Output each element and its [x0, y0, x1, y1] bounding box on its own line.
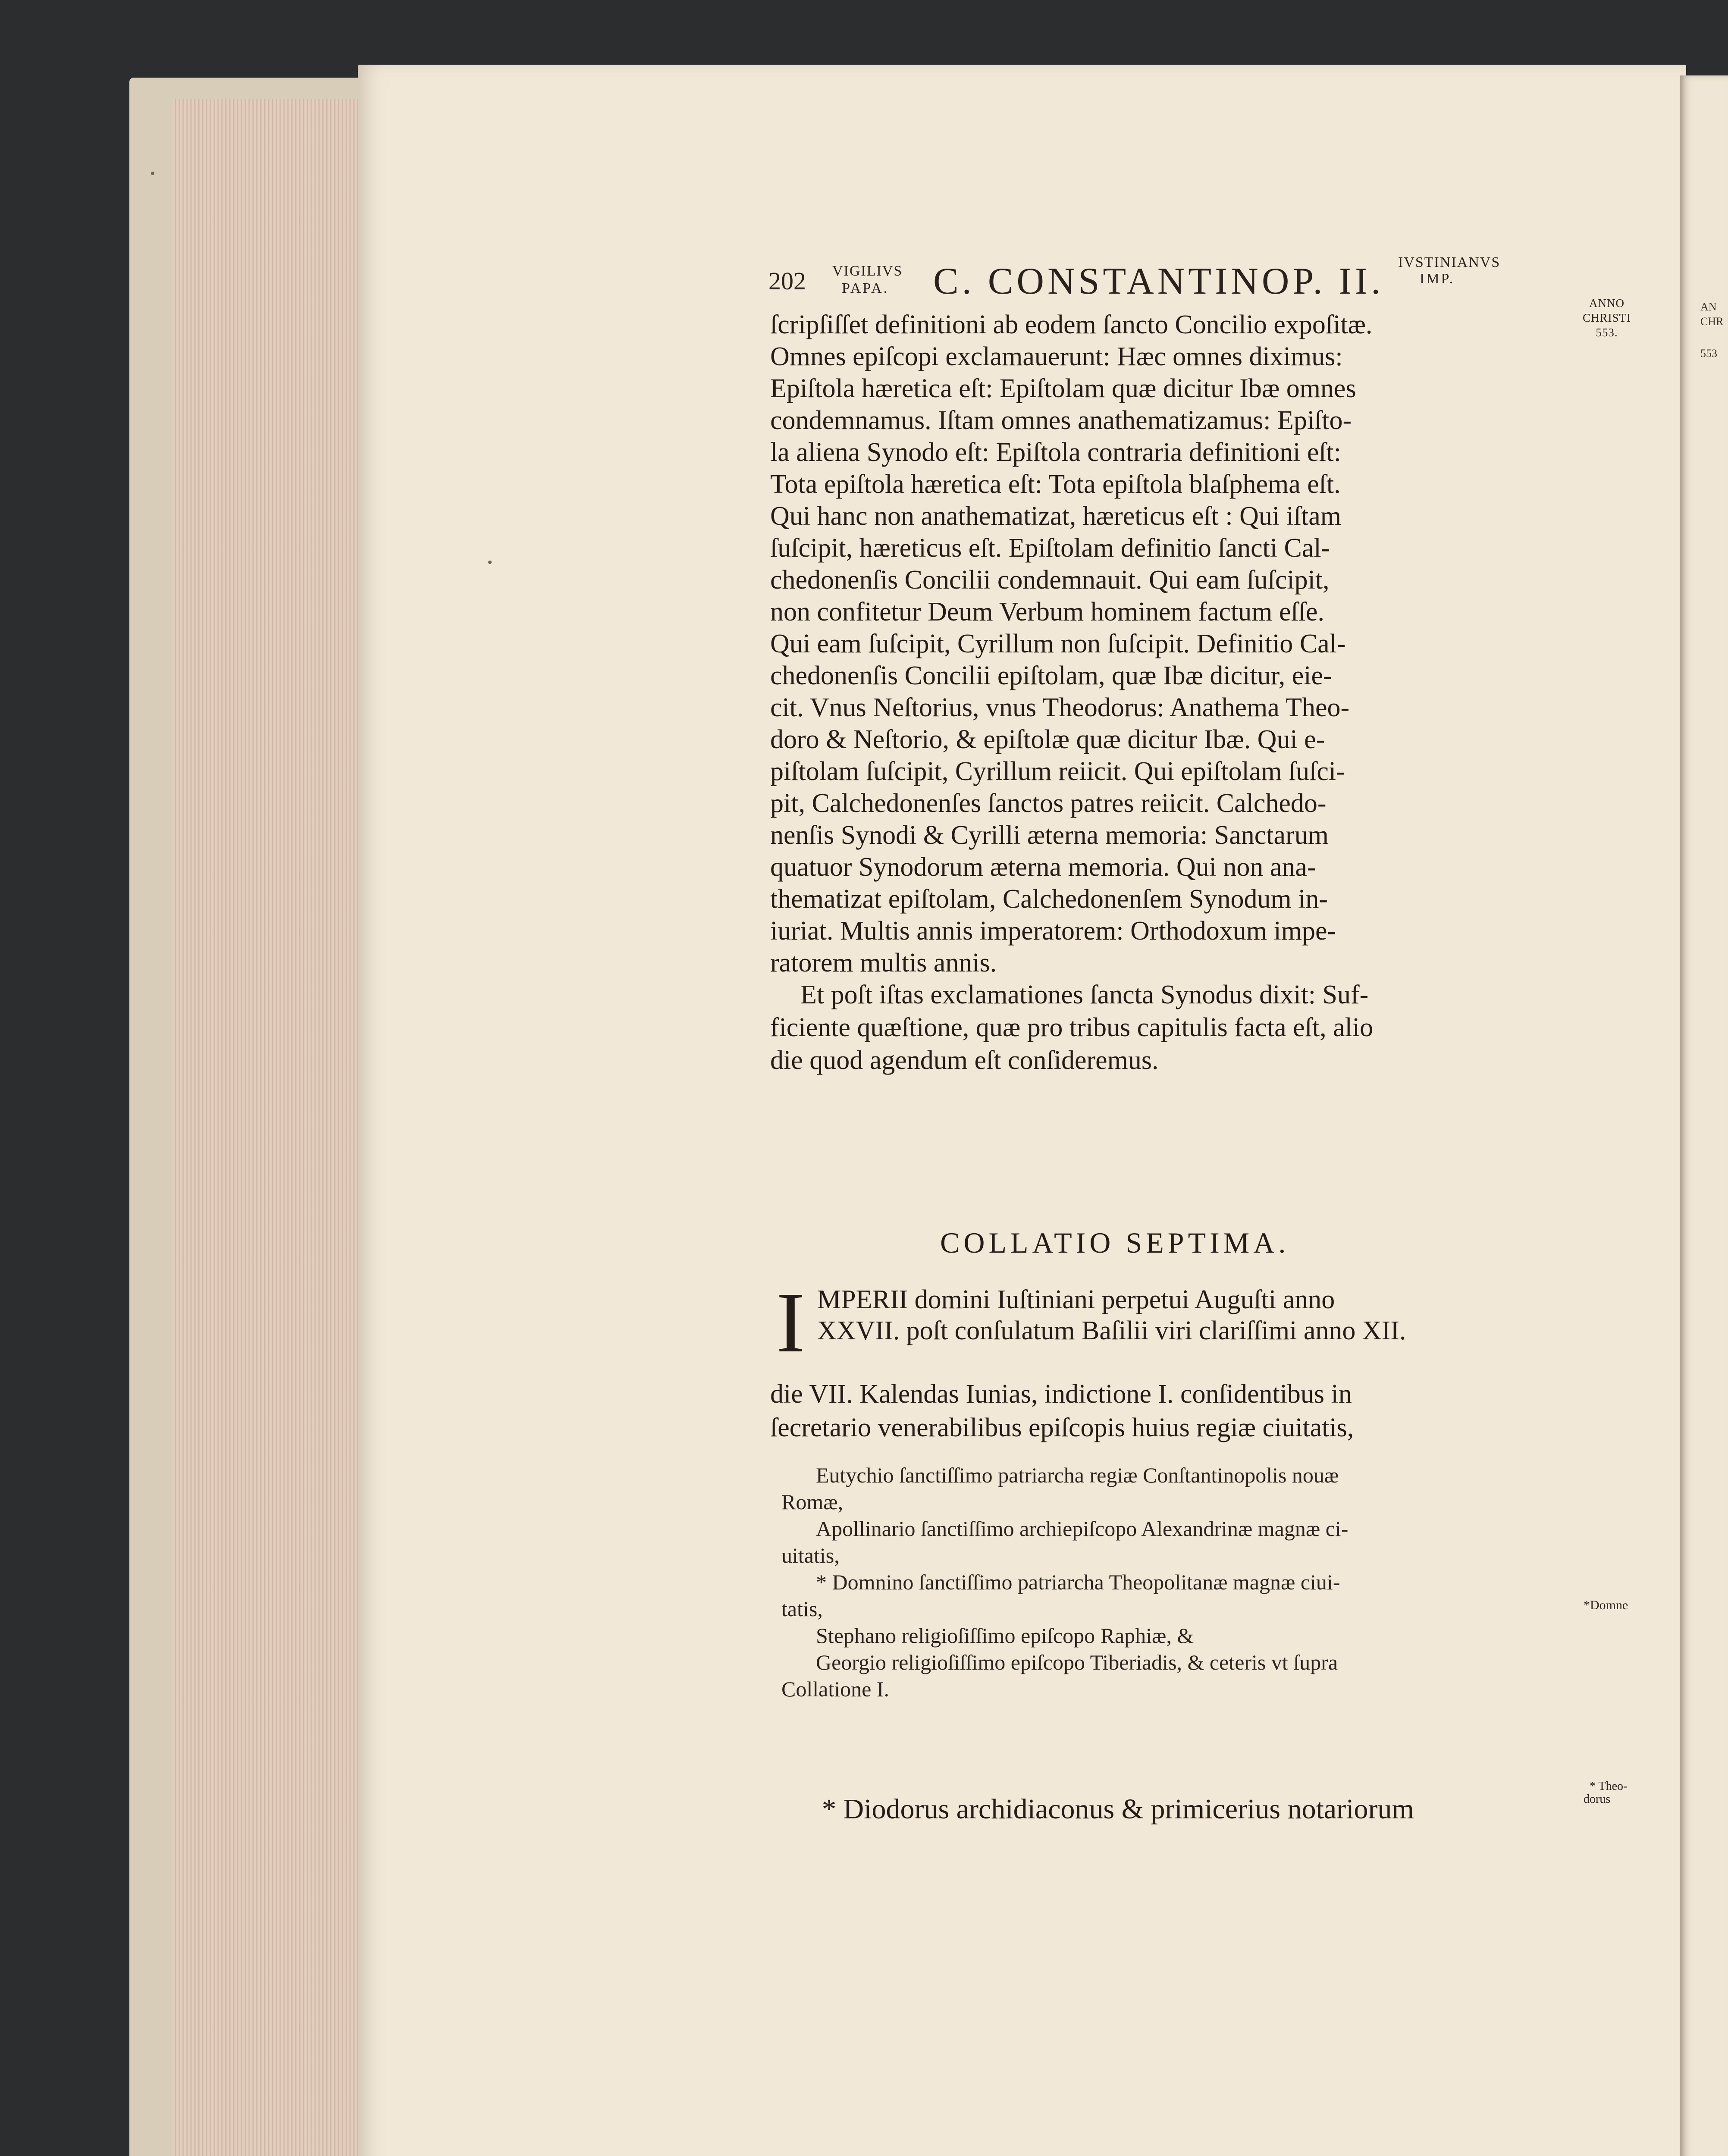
text-line: Qui eam ſuſcipit, Cyrillum non ſuſcipit. Definitio Cal-: [770, 629, 1346, 658]
right-margin-word: AN: [1700, 301, 1717, 313]
list-line: uitatis,: [781, 1543, 840, 1567]
text-line: doro & Neſtorio, & epiſtolæ quæ dicitur Ibæ. Qui e-: [770, 725, 1325, 754]
drop-cap-initial: I: [776, 1275, 805, 1370]
text-line: XXVII. poſt conſulatum Baſilii viri clariſſimi anno XII.: [817, 1316, 1406, 1345]
right-margin-word: CHR: [1700, 315, 1724, 328]
section-heading: COLLATIO SEPTIMA.: [940, 1226, 1290, 1259]
closing-line: * Diodorus archidiaconus & primicerius notariorum: [822, 1793, 1414, 1825]
margin-note-theodorus: [1584, 1780, 1627, 1806]
text-line: nenſis Synodi & Cyrilli æterna memoria: Sanctarum: [770, 821, 1329, 850]
year-label: 553.: [1596, 326, 1618, 339]
paragraph-2: [770, 979, 1581, 1077]
text-line: chedonenſis Concilii epiſtolam, quæ Ibæ dicitur, eie-: [770, 661, 1332, 690]
text-line: ficiente quæſtione, quæ pro tribus capitulis facta eſt, alio: [770, 1013, 1374, 1042]
text-line: ſuſcipit, hæreticus eſt. Epiſtolam definitio ſancti Cal-: [770, 533, 1330, 563]
text-line: quatuor Synodorum æterna memoria. Qui non ana-: [770, 852, 1316, 882]
head-vigilius: VIGILIVS: [832, 263, 903, 279]
text-line: iuriat. Multis annis imperatorem: Orthodoxum impe-: [770, 916, 1336, 946]
text-line: die quod agendum eſt conſideremus.: [770, 1046, 1159, 1075]
text-line: cit. Vnus Neſtorius, vnus Theodorus: Anathema Theo-: [770, 693, 1350, 722]
margin-anno-christi: [1577, 296, 1637, 340]
anno-label: ANNO: [1589, 297, 1625, 310]
speck: [488, 561, 492, 564]
text-line: ſcripſiſſet definitioni ab eodem ſancto Concilio expoſitæ.: [770, 310, 1373, 339]
list-line: tatis,: [781, 1597, 823, 1621]
paragraph-3-continuation: [770, 1377, 1354, 1445]
text-line: Tota epiſtola hæretica eſt: Tota epiſtola blaſphema eſt.: [770, 470, 1341, 499]
text-line: pit, Calchedonenſes ſanctos patres reiicit. Calchedo-: [770, 789, 1327, 818]
text-line: Et poſt iſtas exclamationes ſancta Synodus dixit: Suf-: [800, 980, 1369, 1009]
note-dorus: dorus: [1584, 1792, 1611, 1806]
text-line: chedonenſis Concilii condemnauit. Qui eam ſuſcipit,: [770, 565, 1330, 595]
head-imp: IMP.: [1420, 271, 1455, 287]
margin-note-domne: *Domne: [1584, 1598, 1628, 1612]
text-line: thematizat epiſtolam, Calchedonenſem Synodum in-: [770, 884, 1328, 914]
page-number: 202: [768, 267, 806, 295]
text-line: non confitetur Deum Verbum hominem factum eſſe.: [770, 597, 1325, 627]
list-line: Romæ,: [781, 1490, 844, 1514]
text-line: ſecretario venerabilibus epiſcopis huius regiæ ciuitatis,: [770, 1413, 1354, 1442]
list-line: Apollinario ſanctiſſimo archiepiſcopo Alexandrinæ magnæ ci-: [816, 1517, 1349, 1541]
list-line: * Domnino ſanctiſſimo patriarcha Theopolitanæ magnæ ciui-: [816, 1570, 1340, 1594]
head-papa: PAPA.: [842, 280, 889, 296]
list-line: Georgio religioſiſſimo epiſcopo Tiberiadis, & ceteris vt ſupra: [816, 1650, 1338, 1674]
paragraph-3-opening: [817, 1284, 1406, 1346]
note-theo: * Theo-: [1590, 1780, 1628, 1793]
text-line: la aliena Synodo eſt: Epiſtola contraria definitioni eſt:: [770, 438, 1342, 467]
right-page-margin: [1700, 300, 1723, 329]
text-line: MPERII domini Iuſtiniani perpetui Auguſti anno: [817, 1285, 1335, 1314]
head-title: C. CONSTANTINOP. II.: [933, 260, 1384, 302]
list-line: Stephano religioſiſſimo epiſcopo Raphiæ, &: [816, 1623, 1194, 1648]
head-iustinianus: IVSTINIANVS: [1398, 254, 1501, 270]
text-line: piſtolam ſuſcipit, Cyrillum reiicit. Qui epiſtolam ſuſci-: [770, 757, 1345, 786]
right-margin-year: 553: [1700, 347, 1717, 360]
text-line: Qui hanc non anathematizat, hæreticus eſt : Qui iſtam: [770, 501, 1342, 531]
right-page-edge: [1680, 75, 1728, 2156]
text-line: condemnamus. Iſtam omnes anathematizamus: Epiſto-: [770, 406, 1352, 435]
page-stack-edges: [172, 99, 362, 2156]
christi-label: CHRISTI: [1582, 311, 1631, 324]
text-line: ratorem multis annis.: [770, 948, 997, 978]
speck: [151, 172, 154, 175]
text-line: Omnes epiſcopi exclamauerunt: Hæc omnes diximus:: [770, 342, 1343, 371]
list-line: Eutychio ſanctiſſimo patriarcha regiæ Conſtantinopolis nouæ: [816, 1463, 1339, 1487]
list-line: Collatione I.: [781, 1677, 889, 1701]
paragraph-1: [770, 309, 1581, 979]
main-text: [770, 309, 1581, 1077]
text-line: Epiſtola hæretica eſt: Epiſtolam quæ dicitur Ibæ omnes: [770, 374, 1356, 403]
text-line: die VII. Kalendas Iunias, indictione I. conſidentibus in: [770, 1379, 1352, 1409]
attendee-list: [781, 1462, 1588, 1702]
